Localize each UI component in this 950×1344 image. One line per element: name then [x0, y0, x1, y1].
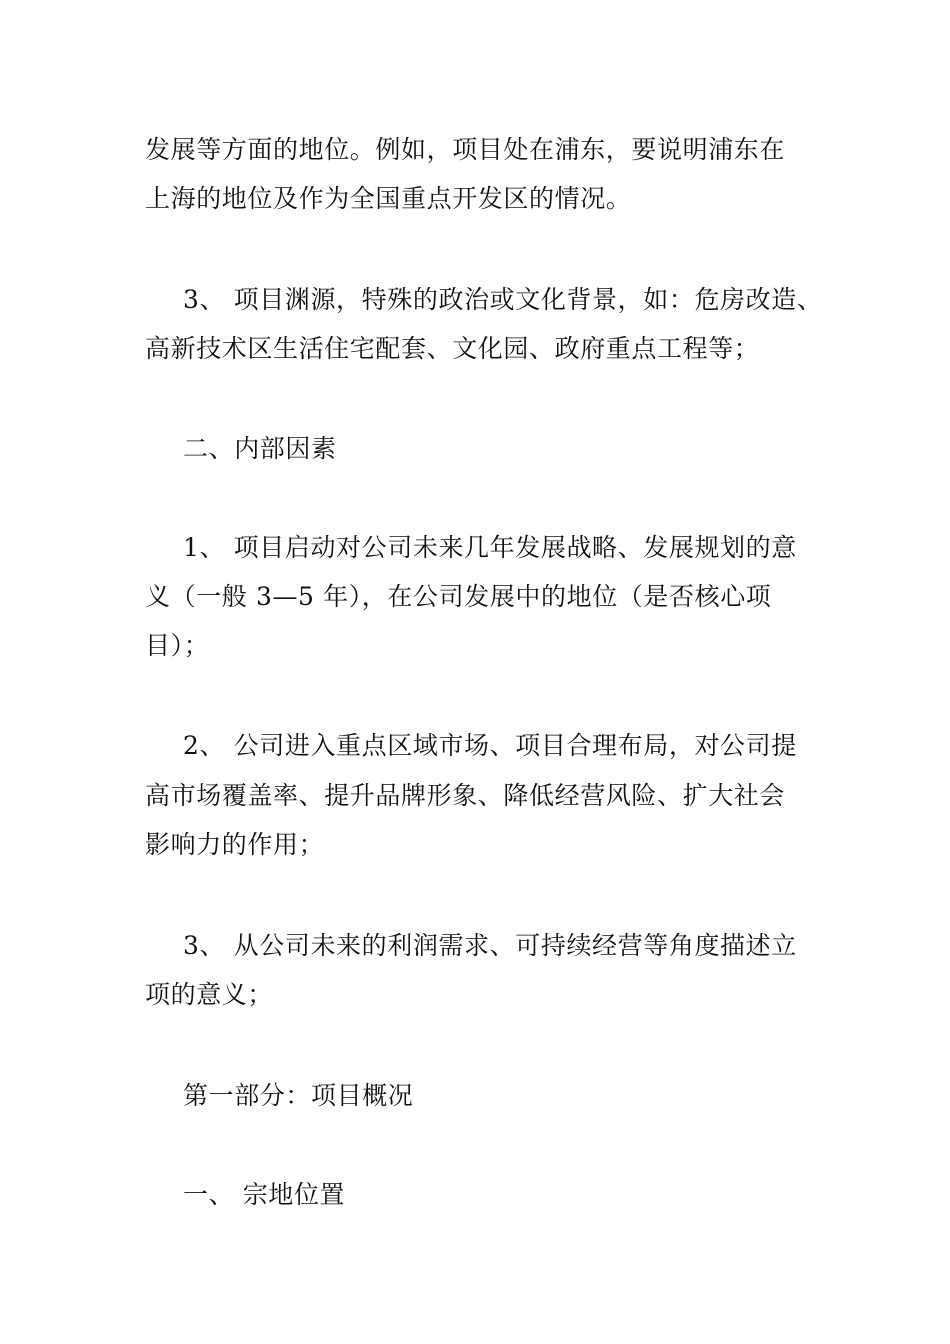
text-line: 高市场覆盖率、提升品牌形象、降低经营风险、扩大社会 [145, 781, 786, 810]
text-line: 发展等方面的地位。例如，项目处在浦东，要说明浦东在 [145, 135, 786, 164]
text-line: 项的意义； [145, 980, 274, 1009]
list-item-line: 1、 项目启动对公司未来几年发展战略、发展规划的意 [183, 533, 797, 562]
list-item-line: 2、 公司进入重点区域市场、项目合理布局，对公司提 [183, 731, 797, 760]
section-heading: 二、内部因素 [183, 434, 337, 463]
part-heading: 第一部分：项目概况 [183, 1081, 414, 1110]
text-line: 上海的地位及作为全国重点开发区的情况。 [145, 184, 632, 213]
list-item-line: 3、 从公司未来的利润需求、可持续经营等角度描述立 [183, 931, 797, 960]
section-heading: 一、 宗地位置 [183, 1180, 346, 1209]
text-line: 目）； [145, 631, 210, 660]
list-item-line: 3、 项目渊源，特殊的政治或文化背景，如：危房改造、 [183, 285, 823, 314]
text-line: 义（一般 3—5 年），在公司发展中的地位（是否核心项 [145, 582, 772, 611]
text-line: 影响力的作用； [145, 830, 325, 859]
text-line: 高新技术区生活住宅配套、文化园、政府重点工程等； [145, 334, 760, 363]
